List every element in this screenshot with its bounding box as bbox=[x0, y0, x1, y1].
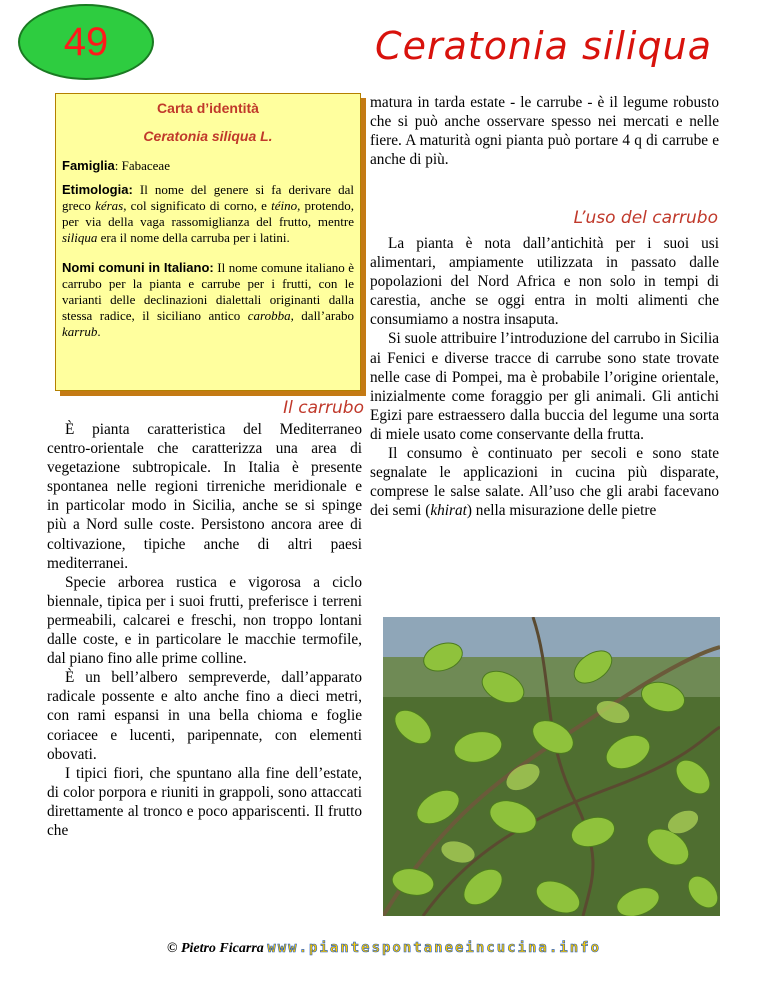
paragraph bbox=[370, 444, 719, 520]
column-right-top-text bbox=[370, 93, 719, 169]
section-heading-uso: L’uso del carrubo bbox=[573, 208, 718, 228]
carob-tree-photo bbox=[383, 617, 720, 916]
common-names-term: karrub bbox=[62, 324, 98, 339]
etymology-text: era il nome della carruba per i latini. bbox=[97, 230, 290, 245]
etymology-term: kéras bbox=[95, 198, 124, 213]
paragraph: I tipici fiori, che spuntano alla fine dell’estate, di color porpora e riuniti in grappoli, sono attaccati direttamente al tronco e poco appariscenti. Il frutto che bbox=[47, 764, 362, 839]
paragraph-text: Il consumo è continuato per secoli e sono state segnalate le applicazioni in cucina più disparate, comprese le salse salate. All’uso che gli arabi facevano dei semi ( bbox=[370, 445, 719, 520]
paragraph: La pianta è nota dall’antichità per i suoi usi alimentari, ampiamente utilizzata in passato dalle popolazioni del Nord Africa e non solo in tempi di carestia, anche se oggi entra in molti alimenti che consumiamo a nostra insaputa. bbox=[370, 235, 719, 329]
column-right-text bbox=[370, 234, 719, 520]
page-number: 49 bbox=[63, 19, 109, 64]
paragraph: Si suole attribuire l’introduzione del carrubo in Sicilia ai Fenici e diverse tracce di carrube sono state trovate nelle case di Pompei, ma è probabile l’origine orientale, inizialmente come foraggio per gli animali. Gli antichi Egizi pare estraessero dalla buccia del legume una sorta di miele usato come conservante della frutta. bbox=[370, 330, 719, 443]
common-names-text: Il nome comune italiano è carrubo per la pianta e carrube per i frutti, con le varianti delle declinazioni dialettali originanti dalla stessa radice, il siciliano antico bbox=[62, 260, 355, 323]
common-names-label: Nomi comuni in Italiano: bbox=[62, 260, 214, 275]
etymology-term: téino bbox=[271, 198, 298, 213]
etymology-text: , col significato di corno, e bbox=[123, 198, 272, 213]
identity-card bbox=[55, 93, 361, 391]
paragraph: È un bell’albero sempreverde, dall’apparato radicale possente e alto anche fino a dieci metri, con rami espansi in una bella chioma e foglie coriacee e lucenti, paripennate, con elementi obovati. bbox=[47, 669, 362, 763]
family-value: : Fabaceae bbox=[114, 158, 170, 173]
column-left-text bbox=[47, 420, 362, 840]
paragraph: È pianta caratteristica del Mediterraneo centro-orientale che caratterizza una area di vegetazione subtropicale. In Italia è presente spontanea nelle regioni tirreniche meridionale e in particolar modo in Sicilia, anche se si spinge più a Nord sulle coste. Persistono ancora aree di coltivazione, tipiche anche di altri paesi mediterranei. bbox=[47, 421, 362, 572]
common-names-text: dall’arabo bbox=[293, 308, 354, 323]
etymology-label: Etimologia: bbox=[62, 182, 133, 197]
family-label: Famiglia bbox=[62, 158, 115, 173]
paragraph-text: ) nella misurazione delle pietre bbox=[466, 502, 657, 520]
footer-author: © Pietro Ficarra bbox=[166, 941, 264, 956]
etymology-term: siliqua bbox=[62, 230, 98, 245]
footer bbox=[0, 940, 768, 957]
section-heading-carrubo: Il carrubo bbox=[283, 398, 364, 418]
footer-site-link[interactable]: www.piantespontaneeincucina.info bbox=[267, 940, 601, 956]
etymology-entry bbox=[62, 182, 354, 246]
paragraph-term: khirat bbox=[430, 502, 467, 520]
identity-card-species: Ceratonia siliqua L. bbox=[143, 128, 273, 144]
page-title: Ceratonia siliqua bbox=[375, 24, 712, 68]
paragraph: Specie arborea rustica e vigorosa a ciclo biennale, tipica per i suoi frutti, preferisce i terreni permeabili, calcarei e freschi, non troppo lontani dalle coste, e in particolare le macchie termofile, dal piano fino alle prime colline. bbox=[47, 573, 362, 668]
common-names-entry bbox=[62, 260, 354, 340]
page-number-badge bbox=[18, 4, 154, 80]
paragraph: matura in tarda estate - le carrube - è il legume robusto che si può anche osservare spesso nei mercati e nelle fiere. A maturità ogni pianta può portare 4 q di carrube e anche di più. bbox=[370, 94, 719, 169]
etymology-text: , protendo, per via della vaga rassomiglianza del frutto, mentre bbox=[62, 198, 354, 229]
common-names-term: carobba, bbox=[247, 308, 294, 323]
family-entry bbox=[62, 158, 354, 174]
carob-leaves-illustration bbox=[383, 617, 720, 916]
etymology-text: Il nome del genere si fa derivare dal greco bbox=[62, 182, 354, 213]
identity-card-heading: Carta d’identità bbox=[157, 100, 259, 116]
common-names-text: . bbox=[97, 324, 101, 339]
